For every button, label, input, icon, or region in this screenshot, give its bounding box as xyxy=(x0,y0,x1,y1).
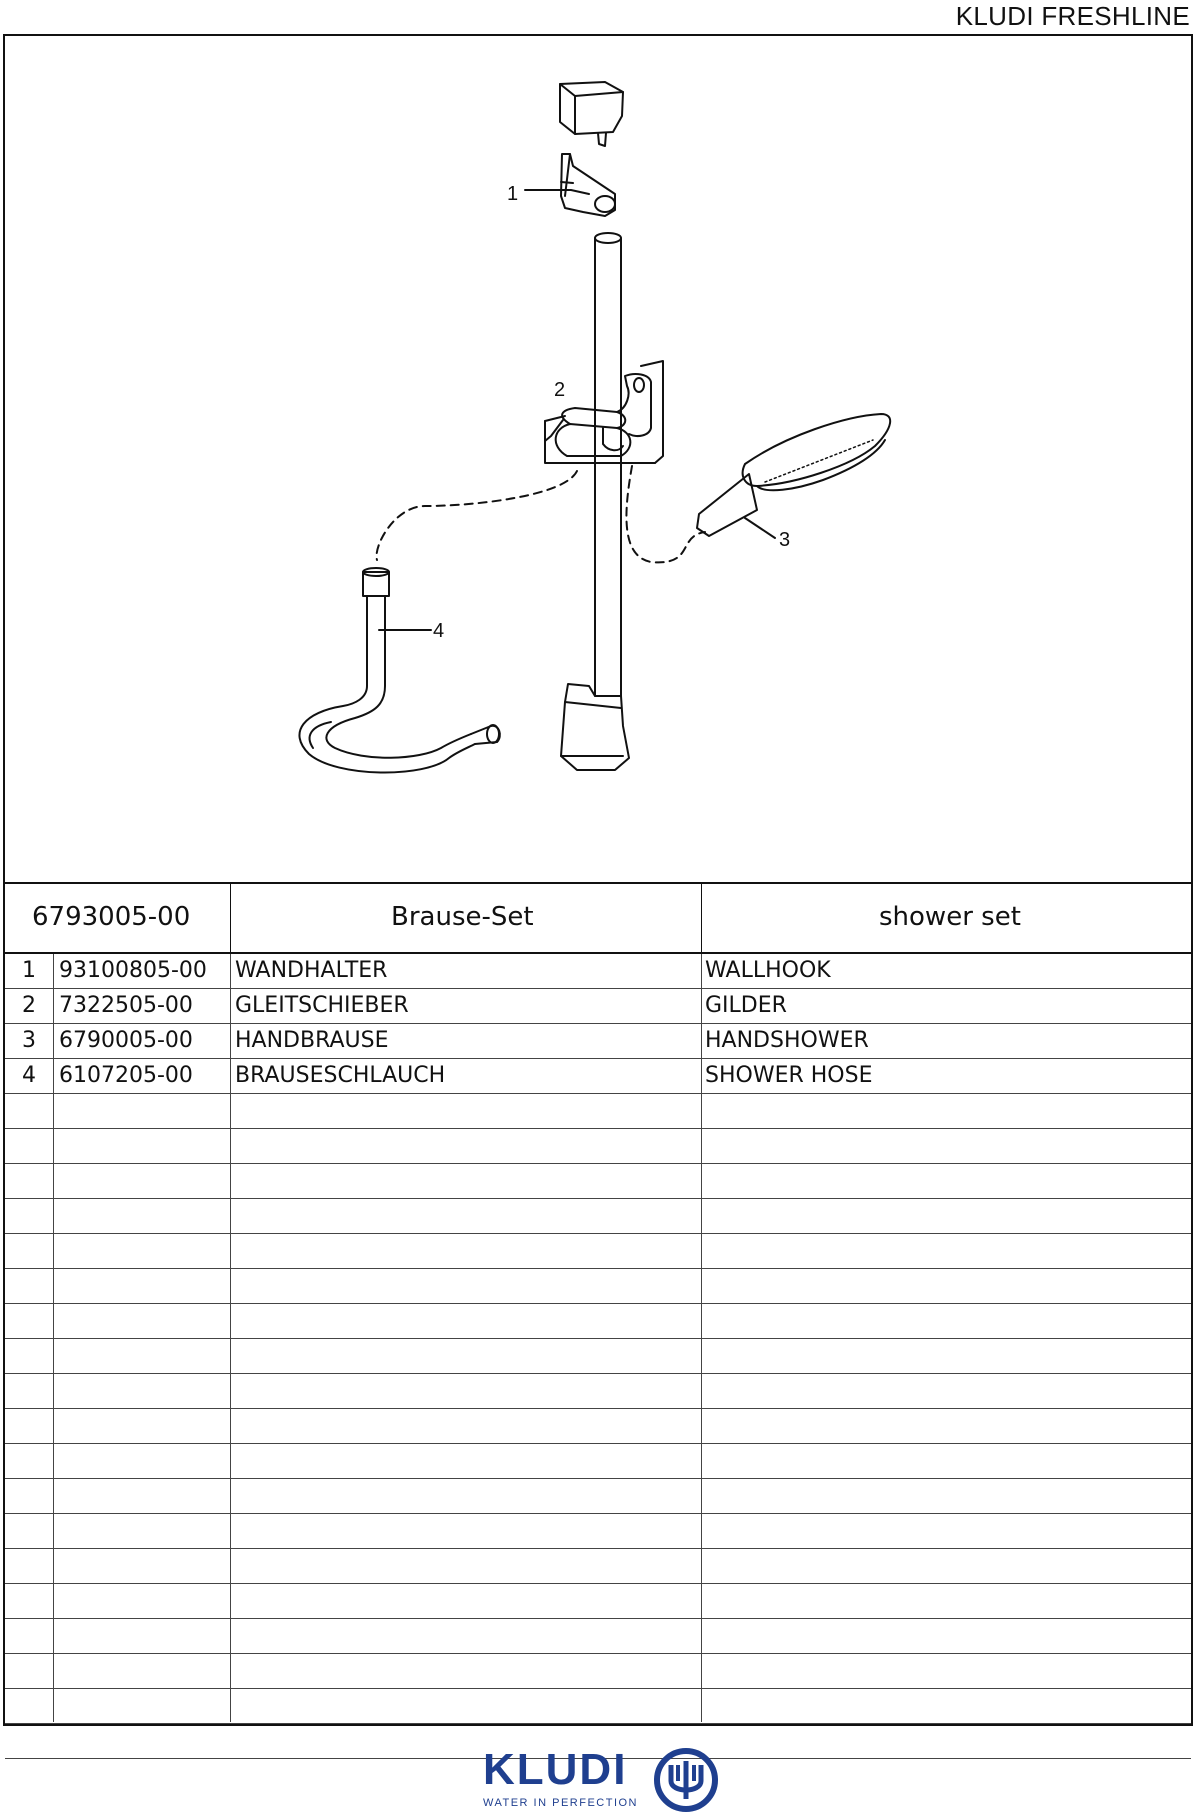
kludi-emblem-icon xyxy=(653,1747,719,1813)
kludi-logo xyxy=(475,1745,735,1815)
part-position xyxy=(5,1619,53,1653)
wall-hook-part xyxy=(561,154,615,216)
part-position xyxy=(5,1409,53,1443)
part-name-german: GLEITSCHIEBER xyxy=(235,993,409,1018)
part-position xyxy=(5,1094,53,1128)
part-code: 7322505-00 xyxy=(59,993,193,1018)
callout-3: 3 xyxy=(779,529,791,551)
callout-4: 4 xyxy=(433,620,445,642)
exploded-view-drawing xyxy=(5,36,1191,884)
shower-set-exploded-diagram xyxy=(5,36,1191,882)
part-position: 1 xyxy=(22,958,36,983)
table-row xyxy=(5,1129,1191,1164)
hose-route-dashed xyxy=(377,466,705,562)
column-divider xyxy=(230,882,231,952)
parts-list-table xyxy=(5,954,1191,1759)
part-name-english: WALLHOOK xyxy=(705,958,831,983)
table-row xyxy=(5,1514,1191,1549)
drawing-sheet-frame xyxy=(3,34,1193,1726)
part-name-german: HANDBRAUSE xyxy=(235,1028,389,1053)
part-name-english: HANDSHOWER xyxy=(705,1028,869,1053)
glider-part xyxy=(545,361,663,463)
part-name-english: GILDER xyxy=(705,993,787,1018)
part-position xyxy=(5,1304,53,1338)
part-position xyxy=(5,1689,53,1723)
part-position xyxy=(5,1269,53,1303)
set-header-row xyxy=(5,882,1191,954)
logo-wordmark: KLUDI xyxy=(483,1745,628,1794)
table-row xyxy=(5,954,1191,989)
table-row xyxy=(5,1234,1191,1269)
table-row xyxy=(5,1654,1191,1689)
table-row xyxy=(5,1689,1191,1724)
part-position xyxy=(5,1444,53,1478)
part-position xyxy=(5,1549,53,1583)
callout-1: 1 xyxy=(507,183,519,205)
table-row xyxy=(5,1024,1191,1059)
part-position xyxy=(5,1234,53,1268)
part-position xyxy=(5,1654,53,1688)
table-row xyxy=(5,989,1191,1024)
logo-tagline: WATER IN PERFECTION xyxy=(483,1797,638,1809)
part-name-german: BRAUSESCHLAUCH xyxy=(235,1063,446,1088)
part-position: 3 xyxy=(22,1028,36,1053)
part-name-german: WANDHALTER xyxy=(235,958,388,983)
table-row xyxy=(5,1199,1191,1234)
part-position xyxy=(5,1129,53,1163)
table-row xyxy=(5,1619,1191,1654)
set-name-english: shower set xyxy=(879,902,1021,932)
part-position xyxy=(5,1199,53,1233)
table-row xyxy=(5,1304,1191,1339)
part-code: 6107205-00 xyxy=(59,1063,193,1088)
column-divider xyxy=(701,882,702,952)
shower-hose-part xyxy=(299,568,499,773)
part-position xyxy=(5,1724,53,1758)
column-divider xyxy=(701,954,702,1722)
part-position xyxy=(5,1374,53,1408)
set-article-number: 6793005-00 xyxy=(32,902,191,932)
handshower-part xyxy=(697,414,890,536)
bottom-cap-part xyxy=(561,684,629,770)
table-row xyxy=(5,1269,1191,1304)
table-row xyxy=(5,1059,1191,1094)
table-row xyxy=(5,1094,1191,1129)
callout-2: 2 xyxy=(554,379,566,401)
table-row xyxy=(5,1479,1191,1514)
table-row xyxy=(5,1374,1191,1409)
table-row xyxy=(5,1584,1191,1619)
table-row xyxy=(5,1444,1191,1479)
part-position: 4 xyxy=(22,1063,36,1088)
part-position xyxy=(5,1164,53,1198)
table-row xyxy=(5,1339,1191,1374)
set-name-german: Brause-Set xyxy=(391,902,534,932)
part-position xyxy=(5,1584,53,1618)
column-divider xyxy=(230,954,231,1722)
part-position: 2 xyxy=(22,993,36,1018)
leader-lines xyxy=(379,190,775,630)
top-cap-part xyxy=(560,82,623,146)
part-name-english: SHOWER HOSE xyxy=(705,1063,873,1088)
table-row xyxy=(5,1409,1191,1444)
part-position xyxy=(5,1479,53,1513)
table-row xyxy=(5,1164,1191,1199)
document-title: KLUDI FRESHLINE xyxy=(955,1,1190,31)
part-code: 93100805-00 xyxy=(59,958,207,983)
part-position xyxy=(5,1339,53,1373)
slide-rail-part xyxy=(595,233,621,696)
column-divider xyxy=(53,954,54,1722)
table-row xyxy=(5,1549,1191,1584)
part-position xyxy=(5,1514,53,1548)
part-code: 6790005-00 xyxy=(59,1028,193,1053)
